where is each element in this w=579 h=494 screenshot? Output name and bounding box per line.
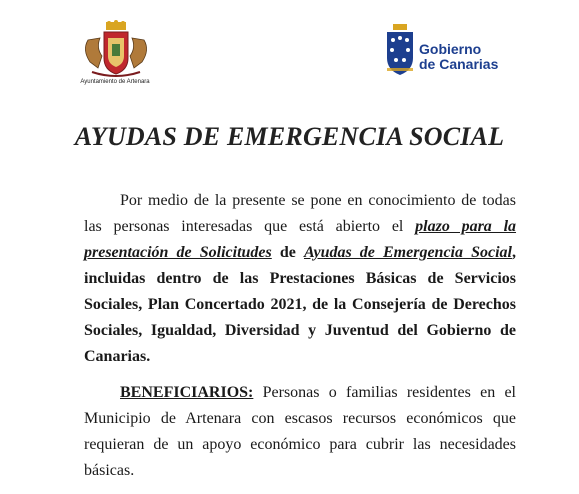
- beneficiarios-paragraph: [84, 380, 516, 484]
- intro-text: Por medio de la presente se pone en conocimiento de todas las personas interesadas que está abierto el: [84, 192, 516, 235]
- ayudas-text: Ayudas de Emergencia Social: [303, 244, 512, 261]
- canarias-shield-icon: [385, 24, 415, 76]
- plazo-link-text: plazo para la presentación de Solicitudes: [84, 218, 517, 261]
- beneficiarios-label: BENEFICIARIOS:: [120, 384, 254, 401]
- comma-text: ,: [512, 244, 516, 261]
- gobierno-line: Gobierno: [419, 41, 482, 57]
- document-title: AYUDAS DE EMERGENCIA SOCIAL: [74, 122, 505, 151]
- incluidas-text: incluidas dentro de las Prestaciones Básicas de Servicios Sociales, Plan Concertado 2021, de la Consejería de Derechos Sociales, Igualdad, Diversidad y Juventud del Gobierno de Canarias.: [84, 270, 516, 365]
- canarias-line: de Canarias: [419, 56, 499, 72]
- left-logo-caption: Ayuntamiento de Artenara: [80, 79, 150, 85]
- beneficiarios-text: Personas o familias residentes en el Municipio de Artenara con escasos recursos económicos que requieran de un apoyo económico para cubrir las necesidades básicas.: [84, 384, 516, 479]
- gobierno-canarias-logo: [385, 24, 505, 80]
- de-text: de: [271, 244, 304, 261]
- document-body: [84, 188, 516, 494]
- intro-paragraph: [84, 188, 516, 370]
